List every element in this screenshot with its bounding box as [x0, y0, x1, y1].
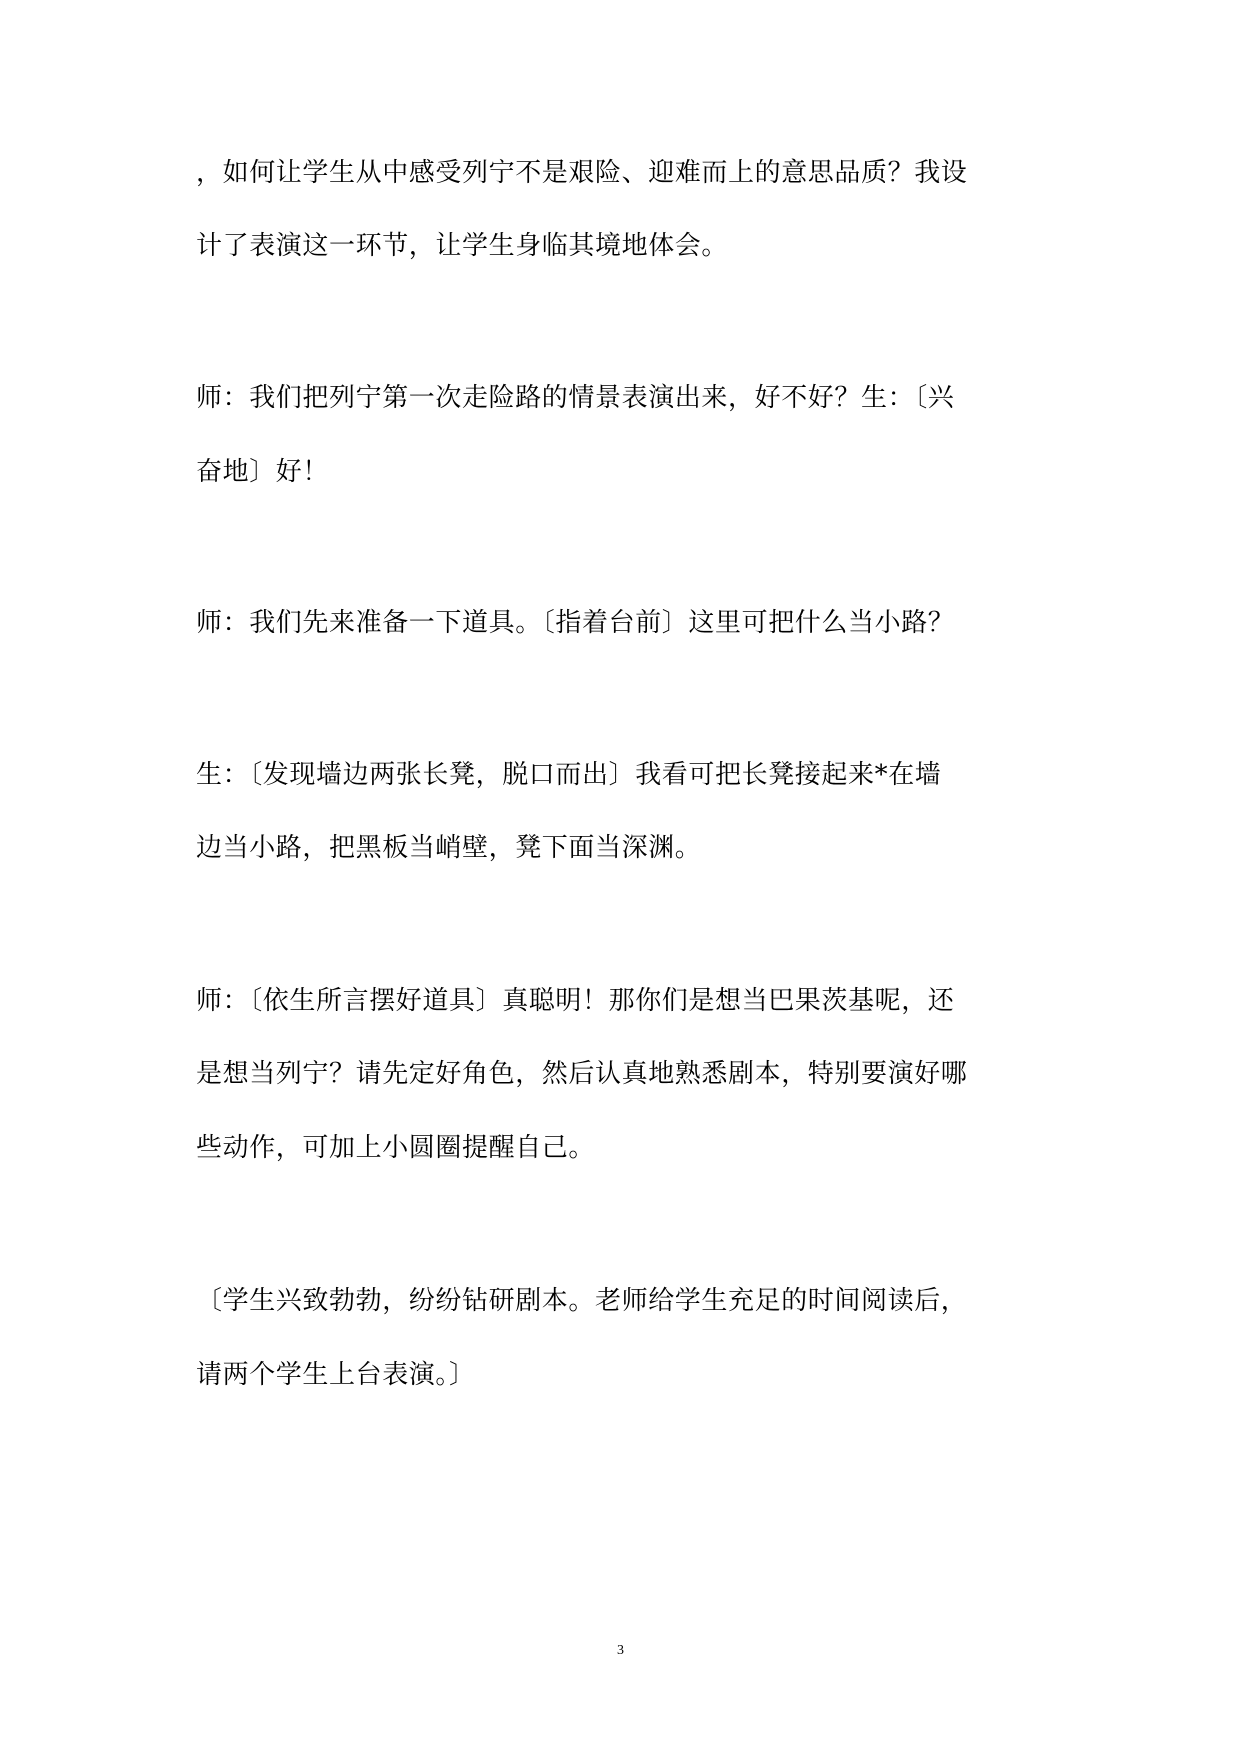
paragraph-1-line-2: 计了表演这一环节，让学生身临其境地体会。	[196, 231, 729, 261]
paragraph-6-line-2: 请两个学生上台表演。〕	[196, 1360, 476, 1390]
paragraph-3-line-1: 师：我们先来准备一下道具。〔指着台前〕这里可把什么当小路？	[196, 608, 955, 638]
paragraph-6-line-1: 〔学生兴致勃勃，纷纷钻研剧本。老师给学生充足的时间阅读后，	[196, 1286, 968, 1316]
paragraph-2-line-2: 奋地〕好！	[196, 457, 330, 487]
paragraph-5-line-2: 是想当列宁？请先定好角色，然后认真地熟悉剧本，特别要演好哪	[196, 1059, 968, 1089]
page-number: 3	[617, 1643, 624, 1658]
paragraph-4-line-1: 生：〔发现墙边两张长凳，脱口而出〕我看可把长凳接起来*在墙	[196, 760, 942, 790]
paragraph-5-line-1: 师：〔依生所言摆好道具〕真聪明！那你们是想当巴果茨基呢，还	[196, 986, 955, 1016]
paragraph-5-line-3: 些动作，可加上小圆圈提醒自己。	[196, 1133, 596, 1163]
paragraph-4-line-2: 边当小路，把黑板当峭壁，凳下面当深渊。	[196, 833, 702, 863]
paragraph-1-line-1: ，如何让学生从中感受列宁不是艰险、迎难而上的意思品质？我设	[196, 158, 968, 188]
paragraph-2-line-1: 师：我们把列宁第一次走险路的情景表演出来，好不好？生：〔兴	[196, 383, 955, 413]
